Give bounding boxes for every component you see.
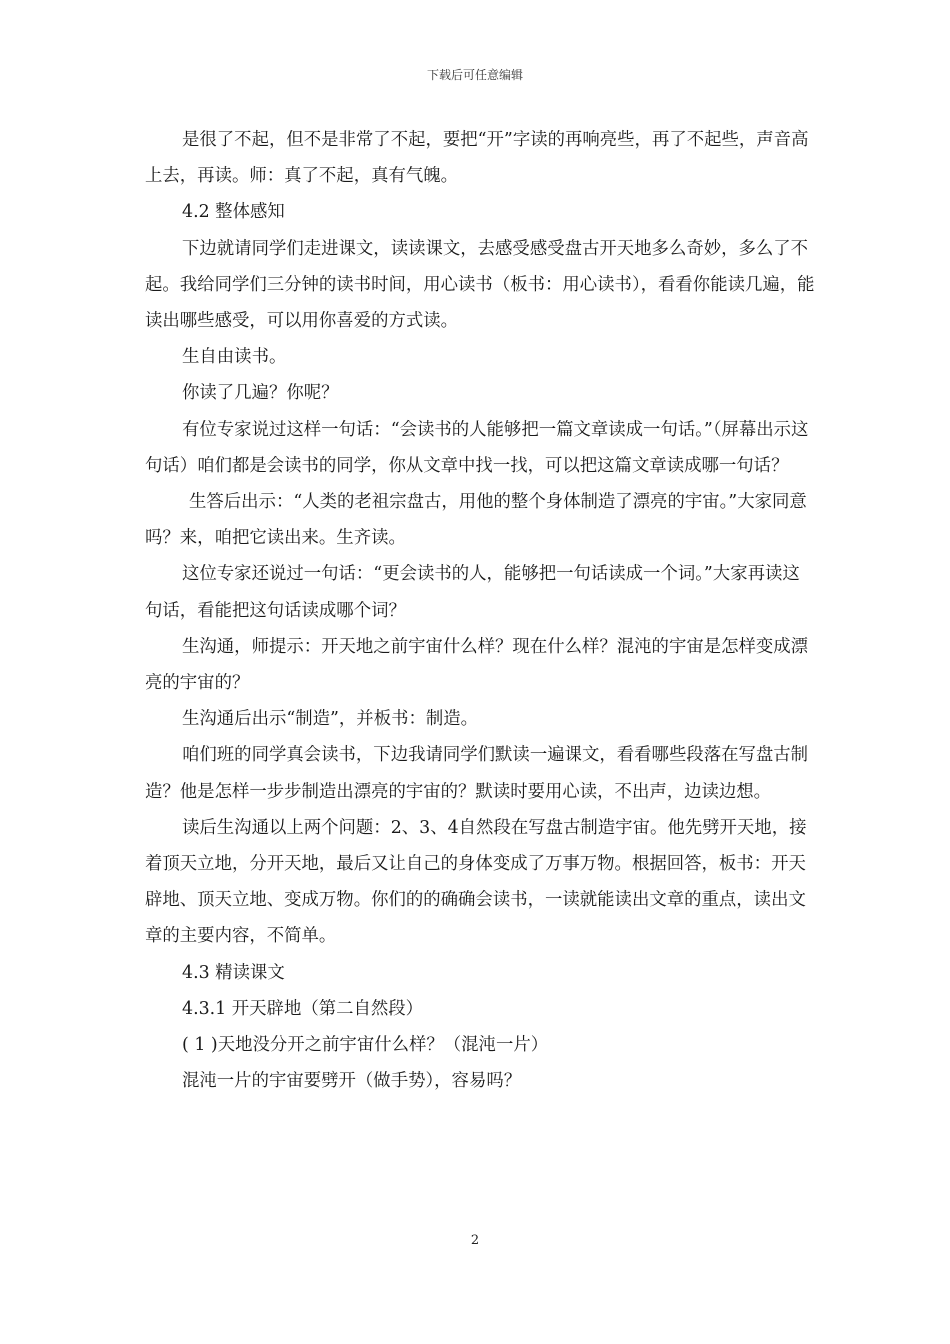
paragraph: 生沟通，师提示：开天地之前宇宙什么样？现在什么样？混沌的宇宙是怎样变成漂亮的宇宙的？ — [145, 636, 809, 694]
section-heading: 4.3 精读课文 — [182, 962, 285, 983]
subsection-heading: 4.3.1 开天辟地（第二自然段） — [182, 998, 424, 1019]
paragraph: 下边就请同学们走进课文，读读课文，去感受感受盘古开天地多么奇妙，多么了不起。我给同学们三分钟的读书时间，用心读书（板书：用心读书），看看你能读几遍，能读出哪些感受，可以用你喜爱的方式读。 — [145, 238, 815, 332]
paragraph: 生自由读书。 — [182, 347, 287, 368]
paragraph: 生答后出示：“人类的老祖宗盘古，用他的整个身体制造了漂亮的宇宙。”大家同意吗？来，咱把它读出来。生齐读。 — [145, 492, 807, 549]
page-header: 下载后可任意编辑 — [426, 68, 523, 82]
paragraph: 生沟通后出示“制造”，并板书：制造。 — [182, 709, 479, 730]
paragraph: 读后生沟通以上两个问题：2、3、4自然段在写盘古制造宇宙。他先劈开天地，接着顶天立地，分开天地，最后又让自己的身体变成了万事万物。根据回答，板书：开天辟地、顶天立地、变成万物。你们的的确确会读书，一读就能读出文章的重点，读出文章的主要内容，不简单。 — [145, 817, 807, 947]
paragraph: 有位专家说过这样一句话：“会读书的人能够把一篇文章读成一句话。”（屏幕出示这句话）咱们都是会读书的同学，你从文章中找一找，可以把这篇文章读成哪一句话？ — [145, 419, 809, 476]
page-number: 2 — [470, 1233, 480, 1248]
paragraph: ( 1 )天地没分开之前宇宙什么样？（混沌一片） — [182, 1035, 549, 1056]
paragraph: 咱们班的同学真会读书，下边我请同学们默读一遍课文，看看哪些段落在写盘古制造？他是怎样一步步制造出漂亮的宇宙的？默读时要用心读，不出声，边读边想。 — [145, 745, 809, 802]
section-heading: 4.2 整体感知 — [182, 202, 285, 223]
paragraph: 是很了不起，但不是非常了不起，要把“开”字读的再响亮些，再了不起些，声音高上去，再读。师：真了不起，真有气魄。 — [145, 130, 809, 187]
document-body — [145, 122, 815, 1099]
paragraph: 你读了几遍？你呢？ — [182, 383, 339, 404]
paragraph: 这位专家还说过一句话：“更会读书的人，能够把一句话读成一个词。”大家再读这句话，看能把这句话读成哪个词？ — [145, 564, 800, 621]
paragraph: 混沌一片的宇宙要劈开（做手势），容易吗？ — [182, 1071, 522, 1092]
